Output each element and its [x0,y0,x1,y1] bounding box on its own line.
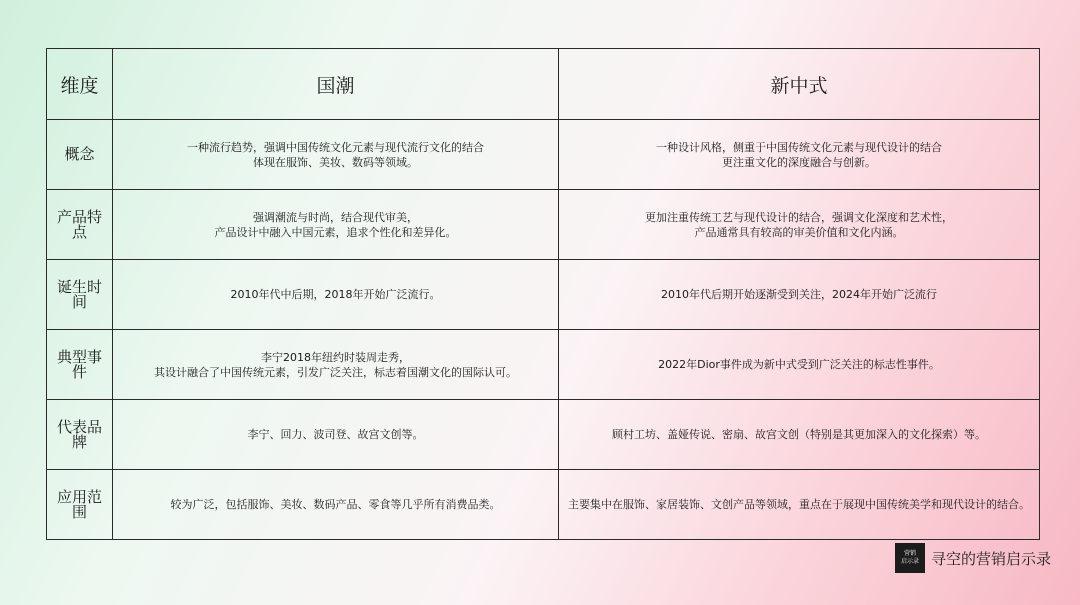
xinzhongshi-cell: 一种设计风格，侧重于中国传统文化元素与现代设计的结合 更注重文化的深度融合与创新。 [559,120,1040,190]
table-row [47,470,1040,540]
header-xinzhongshi: 新中式 [559,49,1040,120]
table-row [47,260,1040,330]
table-row [47,120,1040,190]
row-label: 应用范围 [47,470,113,540]
row-label: 诞生时间 [47,260,113,330]
table-row [47,400,1040,470]
xinzhongshi-cell: 顾村工坊、盖娅传说、密扇、故宫文创（特别是其更加深入的文化探索）等。 [559,400,1040,470]
xinzhongshi-cell: 2022年Dior事件成为新中式受到广泛关注的标志性事件。 [559,330,1040,400]
brand-watermark [895,543,1051,573]
row-label: 产品特点 [47,190,113,260]
brand-logo: 营销 启示录 [895,543,925,573]
guochao-cell: 2010年代中后期，2018年开始广泛流行。 [113,260,559,330]
comparison-table [46,48,1040,540]
xinzhongshi-cell: 主要集中在服饰、家居装饰、文创产品等领域，重点在于展现中国传统美学和现代设计的结合。 [559,470,1040,540]
header-dimension: 维度 [47,49,113,120]
row-label: 概念 [47,120,113,190]
xinzhongshi-cell: 2010年代后期开始逐渐受到关注，2024年开始广泛流行 [559,260,1040,330]
guochao-cell: 较为广泛，包括服饰、美妆、数码产品、零食等几乎所有消费品类。 [113,470,559,540]
table-row [47,190,1040,260]
header-guochao: 国潮 [113,49,559,120]
guochao-cell: 一种流行趋势，强调中国传统文化元素与现代流行文化的结合 体现在服饰、美妆、数码等领域。 [113,120,559,190]
table-row [47,330,1040,400]
header-row [47,49,1040,120]
row-label: 代表品牌 [47,400,113,470]
xinzhongshi-cell: 更加注重传统工艺与现代设计的结合，强调文化深度和艺术性， 产品通常具有较高的审美价值和文化内涵。 [559,190,1040,260]
guochao-cell: 李宁、回力、波司登、故宫文创等。 [113,400,559,470]
guochao-cell: 李宁2018年纽约时装周走秀， 其设计融合了中国传统元素，引发广泛关注，标志着国潮文化的国际认可。 [113,330,559,400]
guochao-cell: 强调潮流与时尚，结合现代审美， 产品设计中融入中国元素，追求个性化和差异化。 [113,190,559,260]
brand-name: 寻空的营销启示录 [931,549,1052,568]
row-label: 典型事件 [47,330,113,400]
